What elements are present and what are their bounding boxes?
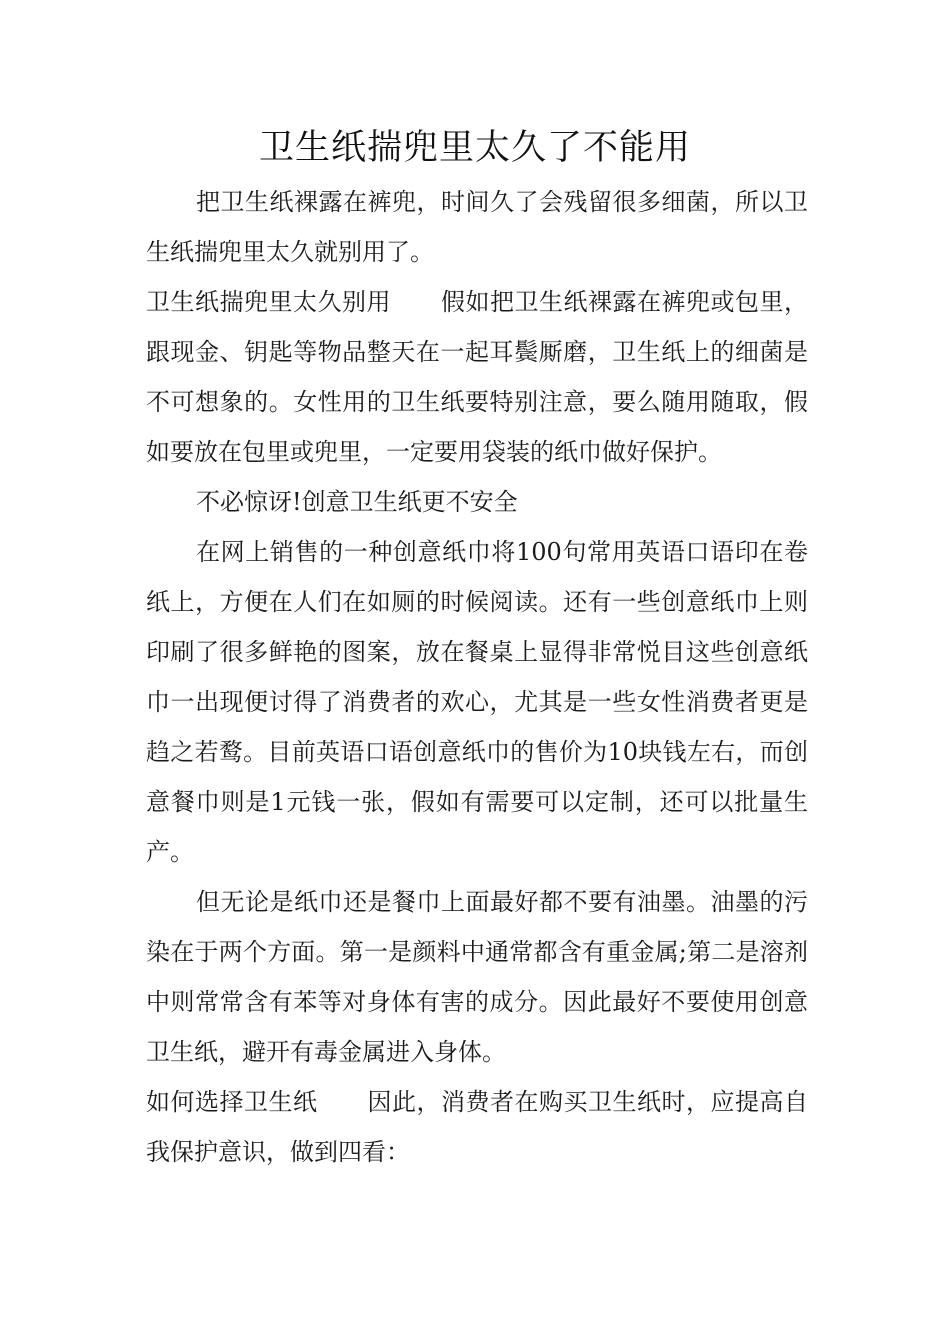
- paragraph-how-to-choose-text: 因此，消费者在购买卫生纸时，应提高自我保护意识，做到四看：: [146, 1088, 808, 1166]
- document-body: [146, 177, 808, 1177]
- paragraph-creative-tissue: 在网上销售的一种创意纸巾将100句常用英语口语印在卷纸上，方便在人们在如厕的时候阅读。还有一些创意纸巾上则印刷了很多鲜艳的图案，放在餐桌上显得非常悦目这些创意纸巾一出现便讨得了消费者的欢心，尤其是一些女性消费者更是趋之若鹜。目前英语口语创意纸巾的售价为10块钱左右，而创意餐巾则是1元钱一张，假如有需要可以定制，还可以批量生产。: [146, 538, 808, 866]
- section-heading-pocket: 卫生纸揣兜里太久别用: [146, 288, 391, 316]
- document-title: 卫生纸揣兜里太久了不能用: [258, 128, 691, 168]
- paragraph-creative-heading: 不必惊讶!创意卫生纸更不安全: [196, 488, 518, 516]
- paragraph-pocket-text: 假如把卫生纸裸露在裤兜或包里，跟现金、钥匙等物品整天在一起耳鬓厮磨，卫生纸上的细菌是不可想象的。女性用的卫生纸要特别注意，要么随用随取，假如要放在包里或兜里，一定要用袋装的纸巾做好保护。: [146, 288, 808, 466]
- paragraph-how-to-choose: [146, 1077, 808, 1177]
- paragraph-pocket: [146, 277, 808, 477]
- paragraph-intro: 把卫生纸裸露在裤兜，时间久了会残留很多细菌，所以卫生纸揣兜里太久就别用了。: [146, 188, 808, 266]
- paragraph-ink: 但无论是纸巾还是餐巾上面最好都不要有油墨。油墨的污染在于两个方面。第一是颜料中通常都含有重金属;第二是溶剂中则常常含有苯等对身体有害的成分。因此最好不要使用创意卫生纸，避开有毒金属进入身体。: [146, 888, 808, 1066]
- section-heading-how-to-choose: 如何选择卫生纸: [146, 1088, 318, 1116]
